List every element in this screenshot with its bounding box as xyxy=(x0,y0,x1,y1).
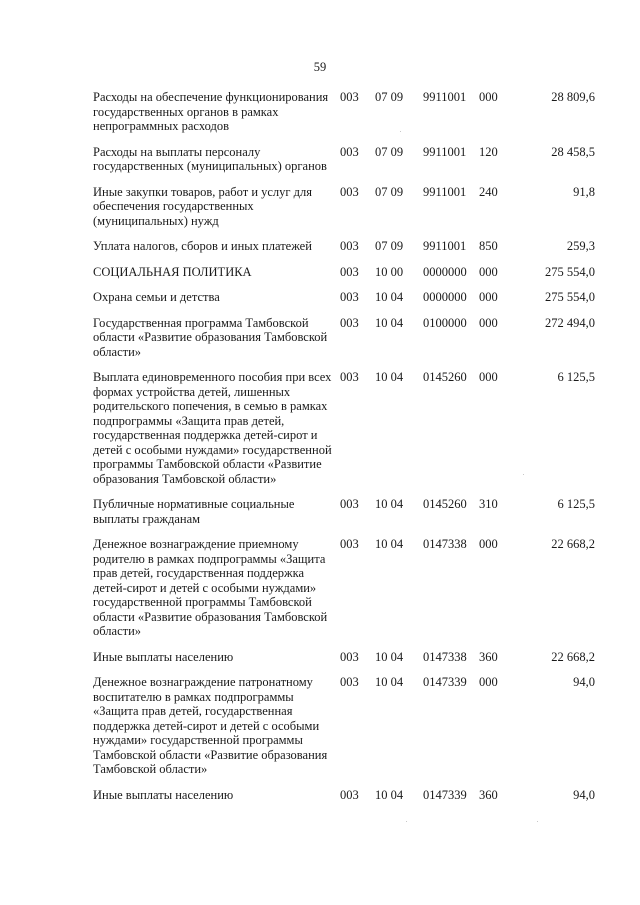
item-name: Охрана семьи и детства xyxy=(93,290,220,304)
target-article-code: 0147339 xyxy=(423,787,467,802)
section-code: 10 04 xyxy=(375,370,404,384)
scan-speck xyxy=(400,131,401,132)
expense-kind-code: 000 xyxy=(479,90,498,104)
ministry-code: 003 xyxy=(340,264,359,279)
page-number: 59 xyxy=(313,60,327,74)
table-row xyxy=(93,185,595,229)
expense-kind-code: 850 xyxy=(479,239,498,253)
amount: 22 668,2 xyxy=(551,537,595,551)
item-name: СОЦИАЛЬНАЯ ПОЛИТИКА xyxy=(93,264,252,279)
target-article-code: 9911001 xyxy=(423,184,467,199)
amount: 94,0 xyxy=(573,787,595,802)
expense-kind-code: 000 xyxy=(479,290,498,304)
expense-kind-code: 240 xyxy=(479,184,498,199)
target-article-code: 0145260 xyxy=(423,497,467,511)
ministry-code: 003 xyxy=(340,184,359,199)
expense-kind-code: 000 xyxy=(479,315,498,330)
section-code: 07 09 xyxy=(375,144,404,159)
target-article-code: 0145260 xyxy=(423,370,467,384)
expense-kind-code: 120 xyxy=(479,144,498,159)
section-code: 07 09 xyxy=(375,184,404,199)
ministry-code: 003 xyxy=(340,370,359,384)
section-code: 10 04 xyxy=(375,649,404,664)
table-row xyxy=(93,650,595,665)
amount: 22 668,2 xyxy=(551,649,595,664)
item-name: Уплата налогов, сборов и иных платежей xyxy=(93,239,312,253)
amount: 272 494,0 xyxy=(545,315,595,330)
ministry-code: 003 xyxy=(340,497,359,511)
scan-speck xyxy=(537,821,538,822)
section-code: 07 09 xyxy=(375,239,404,253)
target-article-code: 0147338 xyxy=(423,537,467,551)
expense-kind-code: 000 xyxy=(479,264,498,279)
expense-kind-code: 310 xyxy=(479,497,498,511)
amount: 275 554,0 xyxy=(545,290,595,304)
section-code: 10 04 xyxy=(375,315,404,330)
amount: 259,3 xyxy=(566,239,595,253)
amount: 28 809,6 xyxy=(551,90,595,104)
ministry-code: 003 xyxy=(340,144,359,159)
item-name: Расходы на обеспечение функционирования государственных органов в рамках непрограммных расходов xyxy=(93,90,329,133)
amount: 6 125,5 xyxy=(557,370,595,384)
item-name: Денежное вознаграждение приемному родителю в рамках подпрограммы «Защита прав детей, государственная поддержка детей-сирот и детей с особыми нуждами» государственной программы Тамбовской области «Развитие образования Тамбовской области» xyxy=(93,537,328,638)
expense-kind-code: 000 xyxy=(479,537,498,551)
target-article-code: 0000000 xyxy=(423,264,467,279)
budget-table xyxy=(93,90,595,813)
expense-kind-code: 360 xyxy=(479,649,498,664)
section-code: 10 04 xyxy=(375,290,404,304)
target-article-code: 0000000 xyxy=(423,290,467,304)
table-row xyxy=(93,145,595,174)
expense-kind-code: 360 xyxy=(479,787,498,802)
target-article-code: 0100000 xyxy=(423,315,467,330)
item-name: Государственная программа Тамбовской области «Развитие образования Тамбовской области» xyxy=(93,315,328,359)
table-row xyxy=(93,265,595,280)
target-article-code: 9911001 xyxy=(423,90,467,104)
table-row xyxy=(93,497,595,526)
table-row xyxy=(93,370,595,486)
amount: 94,0 xyxy=(573,675,595,689)
target-article-code: 9911001 xyxy=(423,144,467,159)
scan-speck xyxy=(406,821,407,822)
amount: 28 458,5 xyxy=(551,144,595,159)
section-code: 10 00 xyxy=(375,264,404,279)
ministry-code: 003 xyxy=(340,787,359,802)
item-name: Иные закупки товаров, работ и услуг для обеспечения государственных (муниципальных) нужд xyxy=(93,184,313,228)
section-code: 10 04 xyxy=(375,537,404,551)
ministry-code: 003 xyxy=(340,675,359,689)
target-article-code: 9911001 xyxy=(423,239,467,253)
table-row xyxy=(93,675,595,777)
amount: 91,8 xyxy=(573,184,595,199)
ministry-code: 003 xyxy=(340,649,359,664)
scan-speck xyxy=(523,474,524,475)
item-name: Иные выплаты населению xyxy=(93,649,234,664)
target-article-code: 0147338 xyxy=(423,649,467,664)
expense-kind-code: 000 xyxy=(479,675,498,689)
table-row xyxy=(93,316,595,360)
target-article-code: 0147339 xyxy=(423,675,467,689)
section-code: 10 04 xyxy=(375,497,404,511)
item-name: Публичные нормативные социальные выплаты гражданам xyxy=(93,497,295,526)
ministry-code: 003 xyxy=(340,239,359,253)
ministry-code: 003 xyxy=(340,290,359,304)
amount: 6 125,5 xyxy=(557,497,595,511)
ministry-code: 003 xyxy=(340,537,359,551)
ministry-code: 003 xyxy=(340,90,359,104)
table-row xyxy=(93,788,595,803)
section-code: 10 04 xyxy=(375,675,404,689)
item-name: Выплата единовременного пособия при всех формах устройства детей, лишенных родительского попечения, в семью в рамках подпрограммы «Защита прав детей, государственная поддержка детей-сирот и детей с особыми нуждами» государственной программы Тамбовской области «Развитие образования Тамбовской области» xyxy=(93,370,332,486)
table-row xyxy=(93,90,595,134)
expense-kind-code: 000 xyxy=(479,370,498,384)
section-code: 10 04 xyxy=(375,787,404,802)
item-name: Расходы на выплаты персоналу государственных (муниципальных) органов xyxy=(93,144,327,173)
item-name: Денежное вознаграждение патронатному воспитателю в рамках подпрограммы «Защита прав детей, государственная поддержка детей-сирот и детей с особыми нуждами» государственной программы Тамбовской области «Развитие образования Тамбовской области» xyxy=(93,675,328,776)
table-row xyxy=(93,537,595,639)
item-name: Иные выплаты населению xyxy=(93,787,234,802)
section-code: 07 09 xyxy=(375,90,404,104)
table-row xyxy=(93,290,595,305)
table-row xyxy=(93,239,595,254)
amount: 275 554,0 xyxy=(545,264,595,279)
ministry-code: 003 xyxy=(340,315,359,330)
